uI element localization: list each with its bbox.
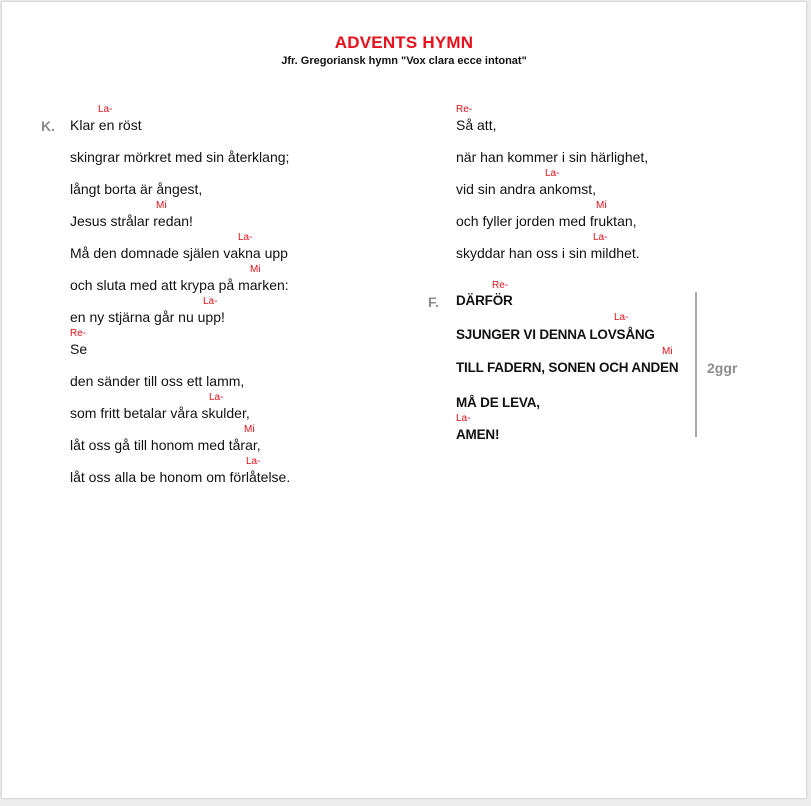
chord: La- [238,232,253,243]
chord: La- [98,104,113,115]
lyric-line: och fyller jorden med fruktan, [456,213,637,229]
chord: La- [614,312,629,323]
lyric-line: skyddar han oss i sin mildhet. [456,245,640,261]
hymn-subtitle: Jfr. Gregoriansk hymn "Vox clara ecce intonat" [281,55,527,67]
lyric-line: den sänder till oss ett lamm, [70,373,245,389]
lyric-line: långt borta är ångest, [70,181,203,197]
refrain-line: AMEN! [456,427,500,442]
lyric-line: Må den domnade själen vakna upp [70,245,288,261]
refrain-line: DÄRFÖR [456,293,513,308]
refrain-line: MÅ DE LEVA, [456,395,540,410]
chord: Mi [250,264,261,275]
refrain-line: TILL FADERN, SONEN OCH ANDEN [456,360,679,375]
lyric-line: en ny stjärna går nu upp! [70,309,225,325]
chord: La- [203,296,218,307]
lyric-line: när han kommer i sin härlighet, [456,149,649,165]
chord: Mi [662,346,673,357]
refrain-line: SJUNGER VI DENNA LOVSÅNG [456,327,655,342]
marker-f: F. [428,294,439,310]
repeat-bracket [695,292,697,437]
chord: La- [209,392,224,403]
chord: Re- [492,280,509,291]
lyric-line: skingrar mörkret med sin återklang; [70,149,290,165]
chord: Re- [70,328,87,339]
lyric-line: låt oss alla be honom om förlåtelse. [70,469,291,485]
chord: La- [456,413,471,424]
lyric-line: Så att, [456,117,497,133]
hymn-title: ADVENTS HYMN [334,33,474,52]
chord: La- [246,456,261,467]
lyric-line: Klar en röst [70,117,142,133]
chord: Mi [596,200,607,211]
lyric-line: Jesus strålar redan! [70,213,193,229]
repeat-label: 2ggr [707,360,738,376]
chord: Mi [156,200,167,211]
chord: Mi [244,424,255,435]
chord: La- [545,168,560,179]
lyric-line: låt oss gå till honom med tårar, [70,437,261,453]
lyric-line: och sluta med att krypa på marken: [70,277,289,293]
chord: La- [593,232,608,243]
chord: Re- [456,104,473,115]
lyric-line: som fritt betalar våra skulder, [70,405,250,421]
marker-k: K. [41,118,55,134]
lyric-line: Se [70,341,88,357]
lyric-line: vid sin andra ankomst, [456,181,597,197]
